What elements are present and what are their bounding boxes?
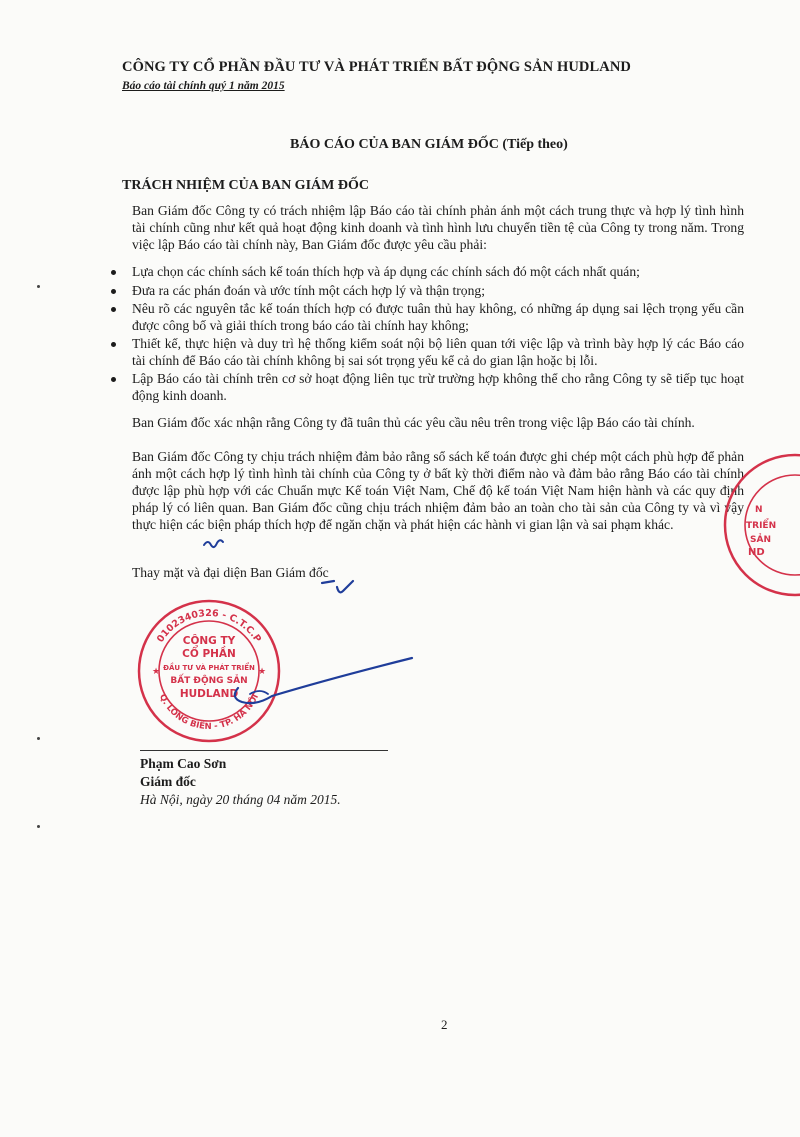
company-seal-stamp <box>134 596 284 746</box>
list-item <box>108 336 744 369</box>
scan-speck <box>37 737 40 740</box>
list-item <box>108 283 744 300</box>
list-item-text: Đưa ra các phán đoán và ước tính một cách hợp lý và thận trọng; <box>132 282 485 298</box>
list-item-text: Lập Báo cáo tài chính trên cơ sở hoạt động liên tục trừ trường hợp không thể cho rằng Công ty sẽ tiếp tục hoạt động kinh doanh. <box>132 371 744 403</box>
on-behalf-label: Thay mặt và đại diện Ban Giám đốc <box>132 565 329 580</box>
scan-speck <box>37 825 40 828</box>
page-number: 2 <box>441 1017 448 1032</box>
requirements-list <box>108 264 744 406</box>
stamp-line: HUDLAND <box>179 688 239 700</box>
place-and-date: Hà Nội, ngày 20 tháng 04 năm 2015. <box>140 792 341 807</box>
partial-seal-stamp <box>720 450 800 600</box>
signer-position: Giám đốc <box>140 774 196 789</box>
stamp-line: CỔ PHẦN <box>182 648 236 660</box>
bullet-icon <box>111 307 116 312</box>
confirmation-paragraph: Ban Giám đốc xác nhận rằng Công ty đã tuân thủ các yêu cầu nêu trên trong việc lập Báo cáo tài chính. <box>132 415 695 430</box>
svg-text:SẢN: SẢN <box>750 535 771 545</box>
list-item <box>108 264 744 281</box>
report-subtitle: Báo cáo tài chính quý 1 năm 2015 <box>122 80 285 92</box>
company-name: CÔNG TY CỔ PHẦN ĐẦU TƯ VÀ PHÁT TRIỂN BẤT ĐỘNG SẢN HUDLAND <box>122 59 631 75</box>
svg-text:TRIỂN: TRIỂN <box>746 521 777 531</box>
star-icon: ★ <box>257 667 267 677</box>
star-icon: ★ <box>151 667 161 677</box>
stamp-line: BẤT ĐỘNG SẢN <box>170 676 248 686</box>
stamp-ring-top-text: 0102340326 - C.T.C.P <box>155 607 263 645</box>
intro-paragraph: Ban Giám đốc Công ty có trách nhiệm lập Báo cáo tài chính phản ánh một cách trung thực và hợp lý tình hình tài chính cũng như kết quả hoạt động kinh doanh và tình hình lưu chuyển tiền tệ của Công ty trong năm. Trong việc lập Báo cáo tài chính này, Ban Giám đốc được yêu cầu phải: <box>132 203 744 252</box>
svg-text:ND: ND <box>748 547 765 558</box>
svg-text:N: N <box>755 505 763 515</box>
document-title: BÁO CÁO CỦA BAN GIÁM ĐỐC (Tiếp theo) <box>290 137 568 152</box>
list-item-text: Lựa chọn các chính sách kế toán thích hợp và áp dụng các chính sách đó một cách nhất quán; <box>132 264 640 279</box>
list-item-text: Nêu rõ các nguyên tắc kế toán thích hợp có được tuân thủ hay không, có những áp dụng sai lệch trọng yếu cần được công bố và giải thích trong báo cáo tài chính hay không; <box>132 301 744 333</box>
bullet-icon <box>111 270 116 275</box>
bullet-icon <box>111 289 116 294</box>
section-heading: TRÁCH NHIỆM CỦA BAN GIÁM ĐỐC <box>122 178 369 193</box>
bullet-icon <box>111 377 116 382</box>
stamp-line: ĐẦU TƯ VÀ PHÁT TRIỂN <box>163 664 255 672</box>
list-item-text: Thiết kế, thực hiện và duy trì hệ thống kiểm soát nội bộ liên quan tới việc lập và trình bày hợp lý các Báo cáo tài chính để Báo cáo tài chính không bị sai sót trọng yếu kể cả do gian lận hoặc bị lỗi. <box>132 336 744 368</box>
signer-name: Phạm Cao Sơn <box>140 756 227 771</box>
bullet-icon <box>111 342 116 347</box>
stamp-ring-bottom-text: Q. LONG BIÊN - TP. HÀ NỘI <box>156 692 261 733</box>
stamp-line: CÔNG TY <box>182 635 236 647</box>
list-item <box>108 301 744 334</box>
signature-line <box>140 750 388 751</box>
scan-speck <box>37 285 40 288</box>
responsibility-paragraph: Ban Giám đốc Công ty chịu trách nhiệm đảm bảo rằng sổ sách kế toán được ghi chép một cách phù hợp để phản ánh một cách hợp lý tình hình tài chính của Công ty ở bất kỳ thời điểm nào và đảm bảo rằng Báo cáo tài chính được lập phù hợp với các Chuẩn mực Kế toán Việt Nam, Chế độ kế toán Việt Nam hiện hành và các quy định pháp lý có liên quan. Ban Giám đốc cũng chịu trách nhiệm đảm bảo an toàn cho tài sản của Công ty và vì vậy thực hiện các biện pháp thích hợp để ngăn chặn và phát hiện các hành vi gian lận và sai phạm khác. <box>132 449 744 532</box>
list-item <box>108 371 744 404</box>
